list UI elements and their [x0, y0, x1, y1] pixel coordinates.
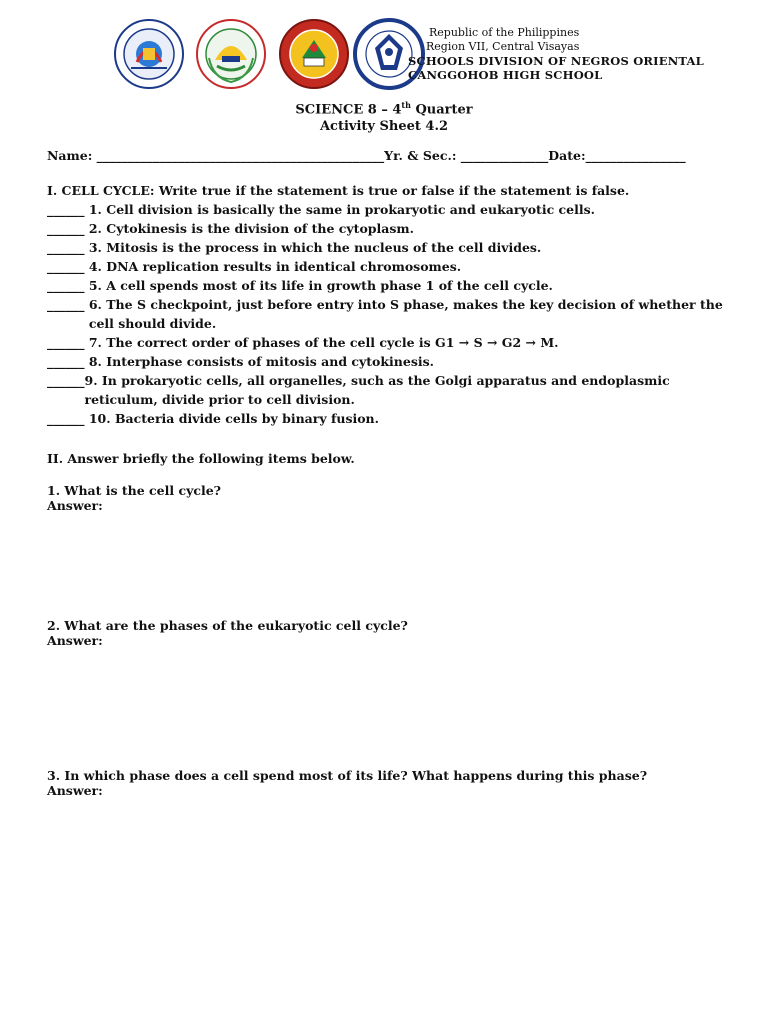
- list-item: [47, 276, 737, 295]
- answer-blank[interactable]: ______: [47, 240, 89, 255]
- statement-text: 5. A cell spends most of its life in growth phase 1 of the cell cycle.: [88, 278, 553, 293]
- deped-region-seal-logo: [195, 18, 267, 90]
- answer-blank[interactable]: ______: [47, 373, 85, 388]
- question-text: 2. What are the phases of the eukaryotic cell cycle?: [47, 618, 408, 633]
- list-item: [47, 219, 737, 238]
- question-1: [47, 483, 737, 513]
- answer-blank[interactable]: ______: [47, 335, 89, 350]
- section-heading: II. Answer briefly the following items below.: [47, 451, 355, 466]
- true-false-list: [47, 200, 737, 428]
- statement-text: 9. In prokaryotic cells, all organelles, such as the Golgi apparatus and endoplasmic reticulum, divide prior to cell division.: [84, 373, 670, 407]
- answer-label[interactable]: Answer:: [47, 633, 103, 648]
- statement-text: 7. The correct order of phases of the cell cycle is G1 → S → G2 → M.: [88, 335, 559, 350]
- list-item: [47, 352, 737, 371]
- answer-label[interactable]: Answer:: [47, 783, 103, 798]
- subject-title-prefix: SCIENCE 8 – 4: [295, 102, 402, 118]
- activity-sheet-title: Activity Sheet 4.2: [319, 119, 449, 135]
- date-field[interactable]: ________________: [585, 148, 686, 163]
- header-region: Region VII, Central Visayas: [426, 40, 580, 53]
- deped-division-seal-logo: [113, 18, 185, 90]
- question-text: 1. What is the cell cycle?: [47, 483, 221, 498]
- yr-sec-label: Yr. & Sec.:: [384, 148, 461, 163]
- statement-text: 8. Interphase consists of mitosis and cytokinesis.: [88, 354, 435, 369]
- list-item: [47, 409, 737, 428]
- header-division: SCHOOLS DIVISION OF NEGROS ORIENTAL: [408, 54, 704, 68]
- statement-text: 1. Cell division is basically the same in prokaryotic and eukaryotic cells.: [88, 202, 595, 217]
- subject-title: [0, 97, 768, 118]
- question-text: 3. In which phase does a cell spend most of its life? What happens during this phase?: [47, 768, 648, 783]
- answer-blank[interactable]: ______: [47, 278, 89, 293]
- answer-blank[interactable]: ______: [47, 354, 89, 369]
- answer-blank[interactable]: ______: [47, 297, 89, 312]
- statement-text: 2. Cytokinesis is the division of the cytoplasm.: [88, 221, 414, 236]
- school-seal-logo: [278, 18, 350, 90]
- list-item: [47, 257, 737, 276]
- question-3: [47, 768, 737, 798]
- header-text: [408, 26, 748, 82]
- date-label: Date:: [548, 148, 586, 163]
- answer-blank[interactable]: ______: [47, 259, 89, 274]
- answer-label[interactable]: Answer:: [47, 498, 103, 513]
- name-row: [47, 148, 747, 164]
- answer-blank[interactable]: ______: [47, 221, 89, 236]
- statement-text: 3. Mitosis is the process in which the nucleus of the cell divides.: [88, 240, 542, 255]
- list-item: [47, 238, 737, 257]
- answer-blank[interactable]: ______: [47, 202, 89, 217]
- list-item: [47, 371, 737, 409]
- list-item: [47, 200, 737, 219]
- statement-text: 6. The S checkpoint, just before entry into S phase, makes the key decision of whether the cell should divide.: [88, 297, 723, 331]
- statement-text: 4. DNA replication results in identical chromosomes.: [88, 259, 462, 274]
- name-field[interactable]: ______________________________________________: [96, 148, 385, 163]
- statement-text: 10. Bacteria divide cells by binary fusion.: [88, 411, 380, 426]
- yr-sec-field[interactable]: ______________: [460, 148, 549, 163]
- section-heading: I. CELL CYCLE: Write true if the statement is true or false if the statement is false.: [47, 183, 630, 198]
- header-school: CANGGOHOB HIGH SCHOOL: [408, 68, 603, 82]
- list-item: [47, 295, 737, 333]
- title-block: [0, 97, 768, 135]
- subject-title-suffix: Quarter: [410, 102, 473, 118]
- header-republic: Republic of the Philippines: [429, 26, 580, 39]
- name-label: Name:: [47, 148, 97, 163]
- subject-title-sup: th: [401, 100, 411, 110]
- section-short-answer: [47, 449, 737, 468]
- question-2: [47, 618, 737, 648]
- section-cell-cycle: [47, 181, 737, 428]
- list-item: [47, 333, 737, 352]
- header-logos: [113, 18, 425, 94]
- answer-blank[interactable]: ______: [47, 411, 89, 426]
